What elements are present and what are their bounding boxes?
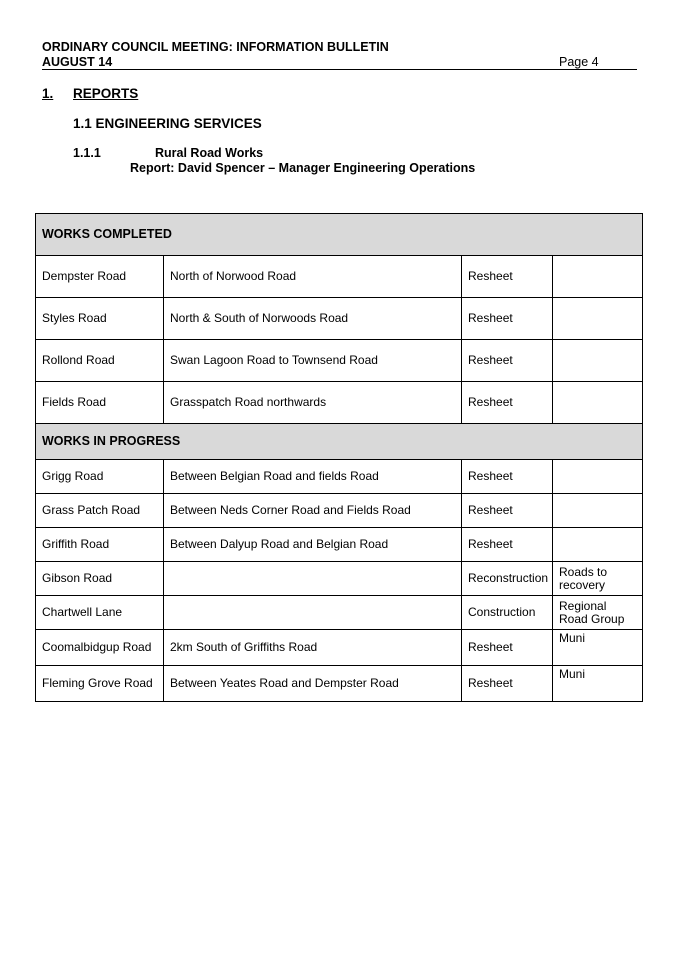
funding-note [553,298,643,340]
road-name: Styles Road [36,298,164,340]
road-name: Coomalbidgup Road [36,630,164,666]
work-type: Reconstruction [462,562,553,596]
road-location [164,596,462,630]
table-row [36,298,643,340]
road-location: Between Yeates Road and Dempster Road [164,666,462,702]
work-type: Resheet [462,528,553,562]
section-number: 1. [42,86,54,101]
road-location: Between Neds Corner Road and Fields Road [164,494,462,528]
table-row [36,340,643,382]
funding-note: Regional Road Group [553,596,643,630]
work-type: Resheet [462,460,553,494]
road-name: Fields Road [36,382,164,424]
road-location: Grasspatch Road northwards [164,382,462,424]
bulletin-date: AUGUST 14 [42,55,113,69]
report-author: Report: David Spencer – Manager Engineering Operations [130,161,476,175]
work-type: Resheet [462,382,553,424]
road-name: Fleming Grove Road [36,666,164,702]
table-row [36,460,643,494]
table-row [36,494,643,528]
subsubsection-title: Rural Road Works [155,146,264,160]
road-works-table [35,213,643,702]
section-title: REPORTS [73,86,139,101]
page-number: Page 4 [559,55,599,69]
work-type: Resheet [462,340,553,382]
funding-note [553,256,643,298]
road-location [164,562,462,596]
table-row [36,528,643,562]
road-name: Chartwell Lane [36,596,164,630]
road-name: Gibson Road [36,562,164,596]
subsection-title: 1.1 ENGINEERING SERVICES [73,116,262,131]
work-type: Resheet [462,298,553,340]
work-type: Resheet [462,256,553,298]
funding-note: Roads to recovery [553,562,643,596]
funding-note [553,528,643,562]
table-row [36,596,643,630]
funding-note [553,382,643,424]
road-location: North of Norwood Road [164,256,462,298]
works-completed-heading: WORKS COMPLETED [36,214,643,256]
road-name: Rollond Road [36,340,164,382]
work-type: Resheet [462,666,553,702]
road-location: North & South of Norwoods Road [164,298,462,340]
table-row [36,382,643,424]
road-name: Grass Patch Road [36,494,164,528]
road-location: Between Dalyup Road and Belgian Road [164,528,462,562]
road-location: Swan Lagoon Road to Townsend Road [164,340,462,382]
header-divider [42,69,637,70]
table-row [36,666,643,702]
work-type: Resheet [462,630,553,666]
works-completed-header-row [36,214,643,256]
road-location: Between Belgian Road and fields Road [164,460,462,494]
works-in-progress-header-row [36,424,643,460]
work-type: Construction [462,596,553,630]
road-name: Griffith Road [36,528,164,562]
road-name: Dempster Road [36,256,164,298]
funding-note [553,494,643,528]
table-row [36,630,643,666]
road-location: 2km South of Griffiths Road [164,630,462,666]
funding-note: Muni [553,630,643,666]
funding-note [553,460,643,494]
work-type: Resheet [462,494,553,528]
funding-note [553,340,643,382]
table-row [36,562,643,596]
bulletin-title: ORDINARY COUNCIL MEETING: INFORMATION BULLETIN [42,40,389,54]
works-in-progress-heading: WORKS IN PROGRESS [36,424,643,460]
road-name: Grigg Road [36,460,164,494]
funding-note: Muni [553,666,643,702]
table-row [36,256,643,298]
subsubsection-number: 1.1.1 [73,146,101,160]
